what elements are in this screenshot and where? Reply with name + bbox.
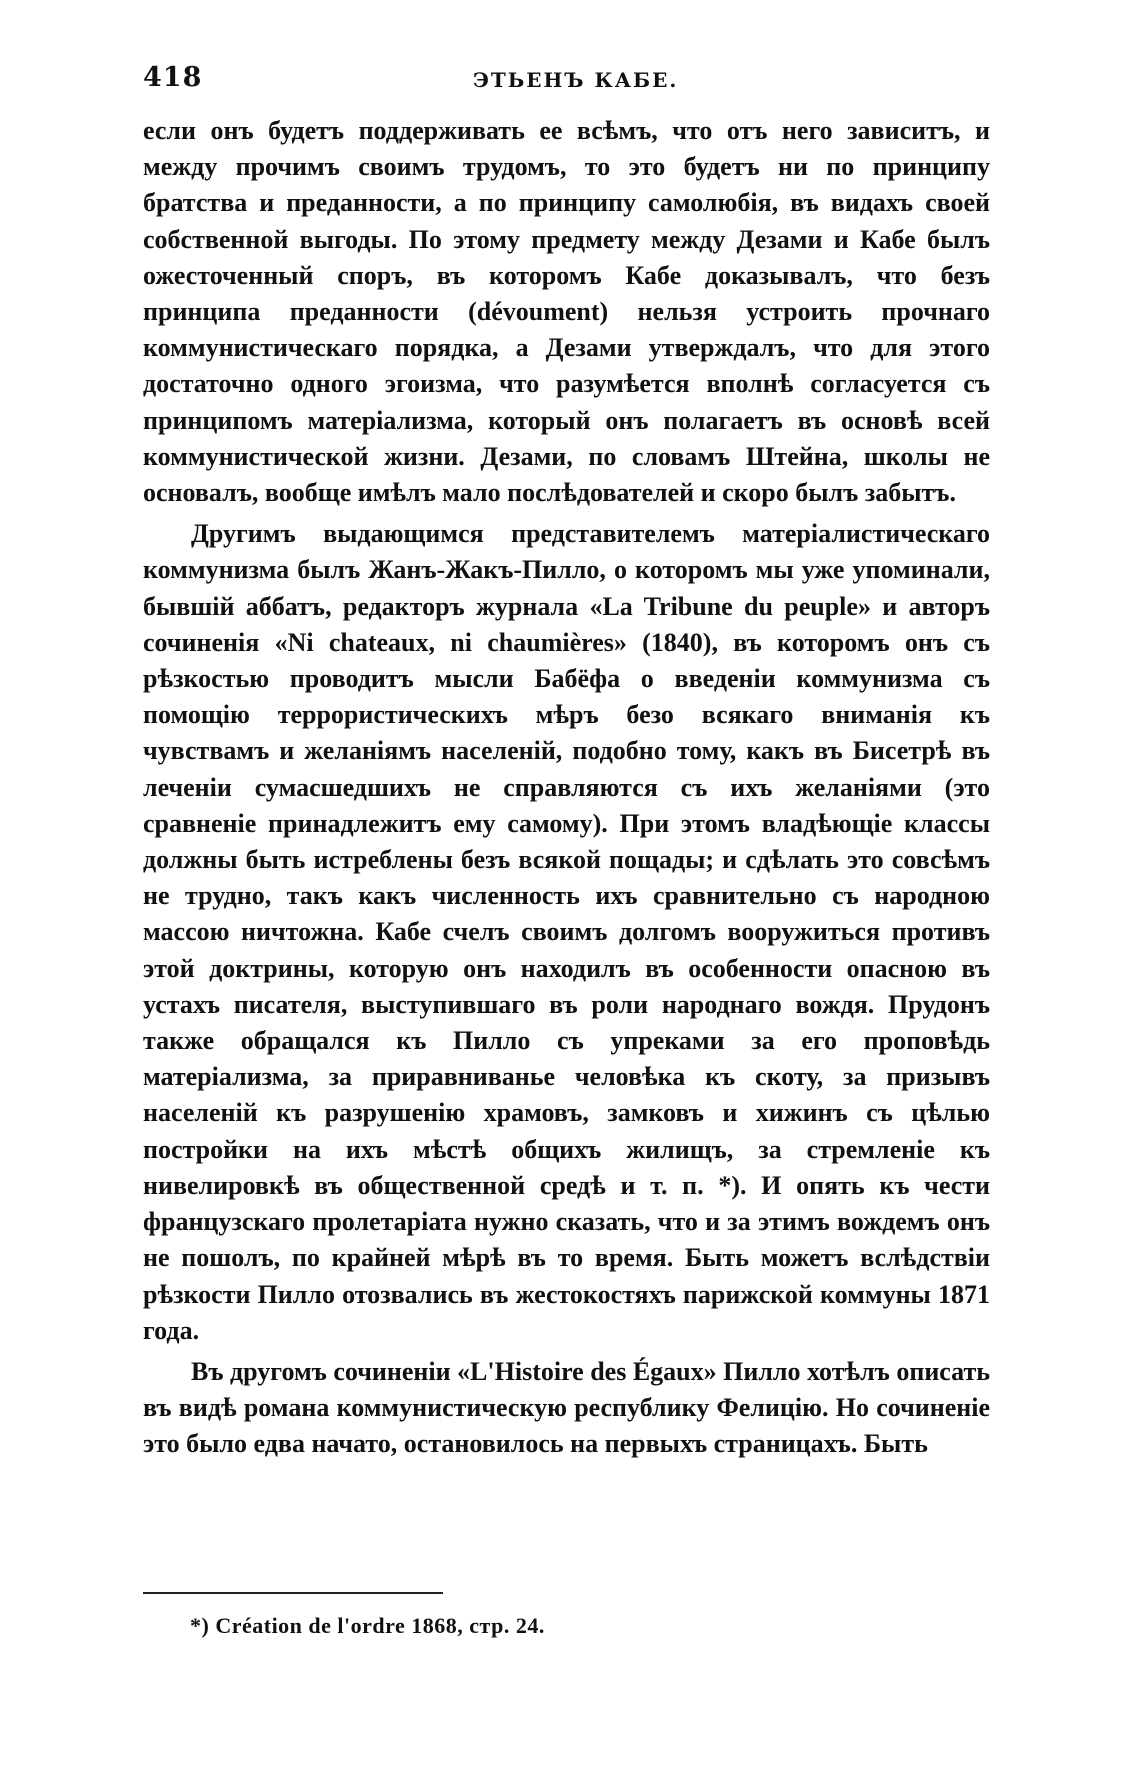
paragraph-1: если онъ будетъ поддерживать ее всѣмъ, что отъ него зависитъ, и между прочимъ своимъ трудомъ, то это будетъ ни по принципу братства и преданности, а по принципу самолюбія, въ видахъ своей собственной выгоды. По этому предмету между Дезами и Кабе былъ ожесточенный споръ, въ которомъ Кабе доказывалъ, что безъ принципа преданности (dévoument) нельзя устроить прочнаго коммунистическаго порядка, а Дезами утверждалъ, что для этого достаточно одного эгоизма, что разумѣется вполнѣ согласуется съ принципомъ матеріализма, который онъ полагаетъ въ основѣ всей коммунистической жизни. Дезами, по словамъ Штейна, школы не основалъ, вообще имѣлъ мало послѣдователей и скоро былъ забытъ. — [143, 116, 990, 508]
paragraph-2: Другимъ выдающимся представителемъ матеріалистическаго коммунизма былъ Жанъ-Жакъ-Пилло, о которомъ мы уже упоминали, бывшій аббатъ, редакторъ журнала «La Tribune du peuple» и авторъ сочиненія «Ni chateaux, ni chaumières» (1840), въ которомъ онъ съ рѣзкостью проводитъ мысли Бабёфа о введеніи коммунизма съ помощію террористическихъ мѣръ безо всякаго вниманія къ чувствамъ и желаніямъ населеній, подобно тому, какъ въ Бисетрѣ въ леченіи сумасшедшихъ не справляются съ ихъ желаніями (это сравненіе принадлежитъ ему самому). При этомъ владѣющіе классы должны быть истреблены безъ всякой пощады; и сдѣлать это совсѣмъ не трудно, такъ какъ численность ихъ сравнительно съ народною массою ничтожна. Кабе счелъ своимъ долгомъ вооружиться противъ этой доктрины, которую онъ находилъ въ особенности опасною въ устахъ писателя, выступившаго въ роли народнаго вождя. Прудонъ также обращался къ Пилло съ упреками за его проповѣдь матеріализма, за приравниванье человѣка къ скоту, за призывъ населеній къ разрушенію храмовъ, замковъ и хижинъ съ цѣлью постройки на ихъ мѣстѣ общихъ жилищъ, за стремленіе къ нивелировкѣ въ общественной средѣ и т. п. *). И опять къ чести французскаго пролетаріата нужно сказать, что и за этимъ вождемъ онъ не пошолъ, по крайней мѣрѣ въ то время. Быть можетъ вслѣдствіи рѣзкости Пилло отозвались въ жестокостяхъ парижской коммуны 1871 года. — [143, 519, 990, 1345]
body-text — [143, 113, 990, 1463]
footnote: *) Création de l'ordre 1868, стр. 24. — [190, 1613, 545, 1638]
footnote-divider — [143, 1592, 443, 1594]
page-number: 418 — [143, 62, 203, 93]
running-title: ЭТЬЕНЪ КАБЕ. — [473, 68, 679, 92]
paragraph-3: Въ другомъ сочиненіи «L'Histoire des Égaux» Пилло хотѣлъ описать въ видѣ романа коммунистическую республику Фелицію. Но сочиненіе это было едва начато, остановилось на первыхъ страницахъ. Быть — [143, 1356, 990, 1459]
running-head — [143, 62, 990, 102]
